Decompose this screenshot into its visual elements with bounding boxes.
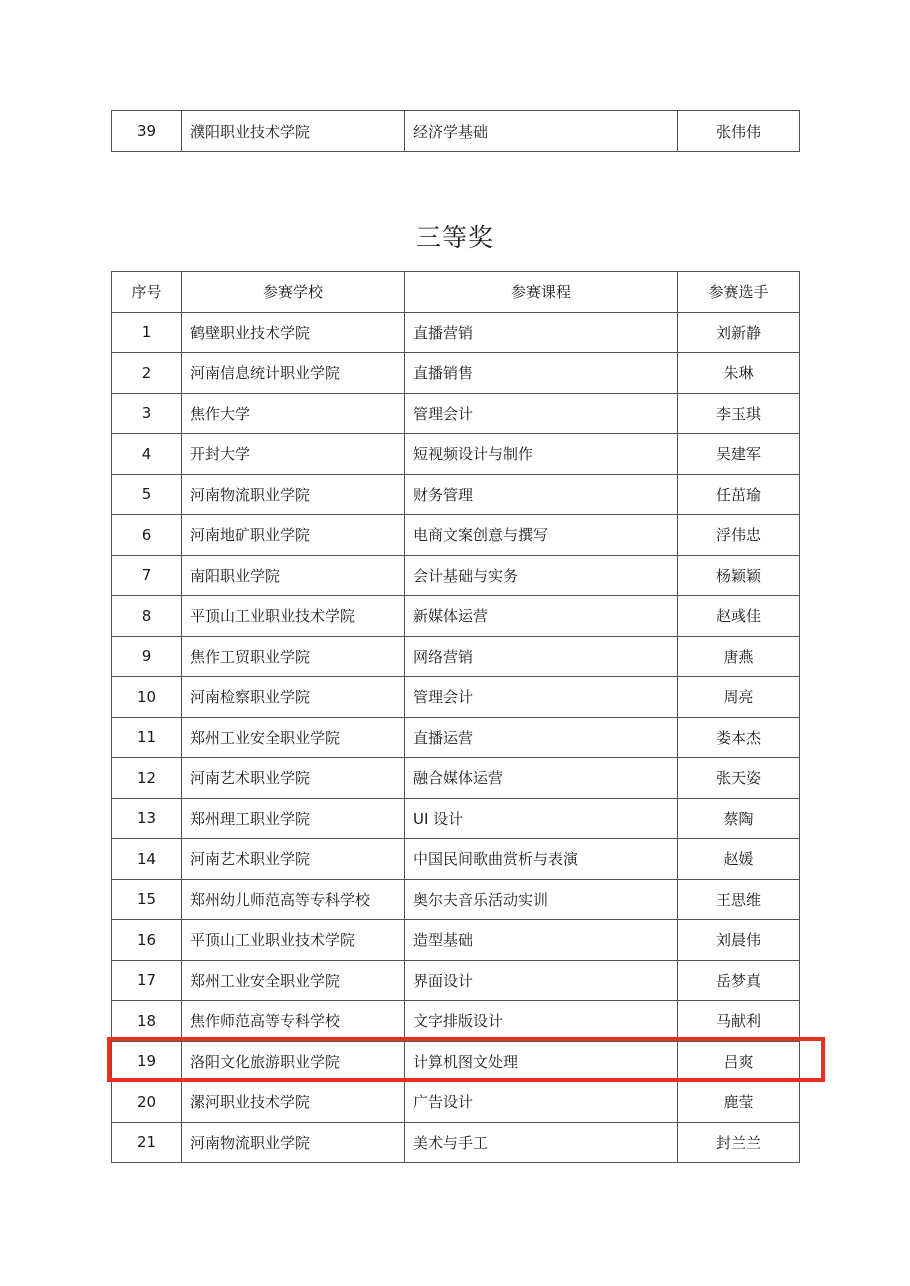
table-row	[112, 596, 800, 637]
row-course: 新媒体运营	[405, 596, 678, 637]
row-school: 河南艺术职业学院	[182, 839, 405, 880]
row-course: 网络营销	[405, 636, 678, 677]
row-school: 平顶山工业职业技术学院	[182, 596, 405, 637]
row-no: 14	[112, 839, 182, 880]
row-school: 郑州工业安全职业学院	[182, 717, 405, 758]
row-school: 漯河职业技术学院	[182, 1082, 405, 1123]
row-no: 17	[112, 960, 182, 1001]
table-row	[112, 1001, 800, 1042]
row-school: 焦作大学	[182, 393, 405, 434]
row-player: 唐燕	[678, 636, 800, 677]
row-course: 管理会计	[405, 677, 678, 718]
row-player: 鹿莹	[678, 1082, 800, 1123]
row-no: 5	[112, 474, 182, 515]
row-player: 封兰兰	[678, 1122, 800, 1163]
section-title: 三等奖	[415, 223, 494, 252]
row-school: 郑州幼儿师范高等专科学校	[182, 879, 405, 920]
row-player: 周亮	[678, 677, 800, 718]
table-row	[112, 677, 800, 718]
table-row	[112, 515, 800, 556]
row-no: 16	[112, 920, 182, 961]
previous-award-table	[111, 110, 800, 152]
table-row	[112, 1082, 800, 1123]
table-header-row	[112, 272, 800, 313]
row-no: 3	[112, 393, 182, 434]
table-row	[112, 798, 800, 839]
row-player: 蔡陶	[678, 798, 800, 839]
row-school: 郑州理工职业学院	[182, 798, 405, 839]
table-row	[112, 1122, 800, 1163]
header-player: 参赛选手	[678, 272, 800, 313]
row-course: 美术与手工	[405, 1122, 678, 1163]
row-player: 马献利	[678, 1001, 800, 1042]
row-course: UI 设计	[405, 798, 678, 839]
row-course: 直播营销	[405, 312, 678, 353]
row-course: 文字排版设计	[405, 1001, 678, 1042]
table-row	[112, 111, 800, 152]
row-player: 刘新静	[678, 312, 800, 353]
row-course: 界面设计	[405, 960, 678, 1001]
row-no: 1	[112, 312, 182, 353]
row-player: 任茁瑜	[678, 474, 800, 515]
row-course: 奥尔夫音乐活动实训	[405, 879, 678, 920]
table-row	[112, 879, 800, 920]
row-school: 鹤壁职业技术学院	[182, 312, 405, 353]
row-course: 财务管理	[405, 474, 678, 515]
table-row	[112, 1041, 800, 1082]
row-course: 会计基础与实务	[405, 555, 678, 596]
header-no: 序号	[112, 272, 182, 313]
row-school: 洛阳文化旅游职业学院	[182, 1041, 405, 1082]
row-no: 18	[112, 1001, 182, 1042]
row-no: 20	[112, 1082, 182, 1123]
row-player: 娄本杰	[678, 717, 800, 758]
row-player: 张天姿	[678, 758, 800, 799]
row-school: 河南信息统计职业学院	[182, 353, 405, 394]
row-no: 21	[112, 1122, 182, 1163]
row-no: 2	[112, 353, 182, 394]
row-player: 王思维	[678, 879, 800, 920]
header-course: 参赛课程	[405, 272, 678, 313]
row-player: 吴建军	[678, 434, 800, 475]
row-no: 8	[112, 596, 182, 637]
third-prize-table-body	[112, 312, 800, 1163]
row-player: 浮伟忠	[678, 515, 800, 556]
row-school: 河南地矿职业学院	[182, 515, 405, 556]
row-course: 经济学基础	[405, 111, 678, 152]
row-school: 平顶山工业职业技术学院	[182, 920, 405, 961]
row-school: 河南检察职业学院	[182, 677, 405, 718]
table-row	[112, 717, 800, 758]
row-course: 电商文案创意与撰写	[405, 515, 678, 556]
table-row	[112, 393, 800, 434]
table-row	[112, 758, 800, 799]
row-course: 融合媒体运营	[405, 758, 678, 799]
row-course: 计算机图文处理	[405, 1041, 678, 1082]
row-no: 39	[112, 111, 182, 152]
row-no: 9	[112, 636, 182, 677]
row-course: 短视频设计与制作	[405, 434, 678, 475]
row-course: 管理会计	[405, 393, 678, 434]
table-row	[112, 474, 800, 515]
table-row	[112, 636, 800, 677]
row-player: 张伟伟	[678, 111, 800, 152]
row-school: 河南艺术职业学院	[182, 758, 405, 799]
row-no: 15	[112, 879, 182, 920]
row-player: 赵媛	[678, 839, 800, 880]
row-school: 南阳职业学院	[182, 555, 405, 596]
row-course: 直播运营	[405, 717, 678, 758]
header-school: 参赛学校	[182, 272, 405, 313]
table-row	[112, 353, 800, 394]
row-player: 李玉琪	[678, 393, 800, 434]
previous-award-table-body	[112, 111, 800, 152]
row-player: 赵彧佳	[678, 596, 800, 637]
row-no: 12	[112, 758, 182, 799]
row-player: 刘晨伟	[678, 920, 800, 961]
row-no: 11	[112, 717, 182, 758]
row-player: 杨颖颖	[678, 555, 800, 596]
row-player: 朱琳	[678, 353, 800, 394]
row-school: 开封大学	[182, 434, 405, 475]
row-no: 19	[112, 1041, 182, 1082]
row-course: 中国民间歌曲赏析与表演	[405, 839, 678, 880]
table-row	[112, 920, 800, 961]
row-school: 焦作工贸职业学院	[182, 636, 405, 677]
third-prize-table	[111, 271, 800, 1163]
row-no: 13	[112, 798, 182, 839]
row-no: 7	[112, 555, 182, 596]
row-school: 郑州工业安全职业学院	[182, 960, 405, 1001]
row-school: 焦作师范高等专科学校	[182, 1001, 405, 1042]
row-course: 直播销售	[405, 353, 678, 394]
row-school: 河南物流职业学院	[182, 1122, 405, 1163]
row-course: 造型基础	[405, 920, 678, 961]
table-row	[112, 839, 800, 880]
table-row	[112, 555, 800, 596]
row-no: 4	[112, 434, 182, 475]
row-no: 10	[112, 677, 182, 718]
row-player: 岳梦真	[678, 960, 800, 1001]
table-row	[112, 960, 800, 1001]
table-row	[112, 312, 800, 353]
row-school: 河南物流职业学院	[182, 474, 405, 515]
table-row	[112, 434, 800, 475]
row-no: 6	[112, 515, 182, 556]
row-player: 吕爽	[678, 1041, 800, 1082]
row-school: 濮阳职业技术学院	[182, 111, 405, 152]
row-course: 广告设计	[405, 1082, 678, 1123]
